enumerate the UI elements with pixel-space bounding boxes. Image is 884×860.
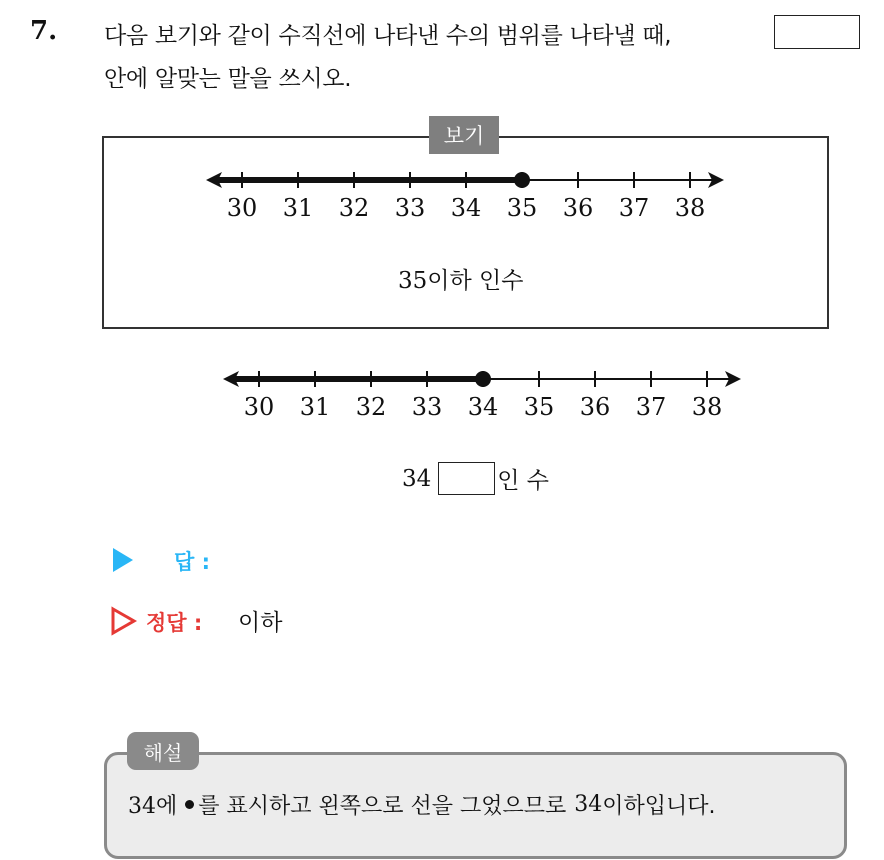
example-tag: 보기 [429, 116, 499, 154]
problem-blank-box [438, 462, 495, 495]
problem-tick-label-30: 30 [243, 393, 275, 421]
correct-answer-arrow-icon [110, 606, 138, 636]
explanation-post: 이하입니다. [602, 794, 716, 819]
example-tick-label-36: 36 [562, 194, 594, 222]
explanation-pre: 34에 [128, 794, 178, 819]
correct-answer-label: 정답 : [146, 611, 203, 635]
example-caption-text: 이하 인수 [427, 268, 524, 294]
question-text-line1: 다음 보기와 같이 수직선에 나타낸 수의 범위를 나타낼 때, [104, 23, 672, 49]
problem-tick-label-31: 31 [299, 393, 331, 421]
example-tick-label-33: 33 [394, 194, 426, 222]
example-caption [398, 262, 523, 295]
example-tick-label-37: 37 [618, 194, 650, 222]
problem-number-line [0, 340, 884, 440]
problem-point-dot [475, 371, 491, 387]
correct-answer-value: 이하 [238, 610, 283, 636]
explanation-text [128, 789, 716, 820]
example-number-line [0, 0, 884, 240]
explanation-mid: 를 표시하고 왼쪽으로 선을 그었으므로 [198, 794, 567, 819]
example-tick-label-30: 30 [226, 194, 258, 222]
example-tick-label-32: 32 [338, 194, 370, 222]
example-tick-label-38: 38 [674, 194, 706, 222]
question-text-line2: 안에 알맞는 말을 쓰시오. [104, 66, 352, 92]
problem-tick-label-34: 34 [467, 393, 499, 421]
problem-tick-label-33: 33 [411, 393, 443, 421]
explanation-number: 34 [574, 792, 603, 817]
filled-dot-icon [185, 800, 194, 809]
explanation-tag: 해설 [127, 732, 199, 770]
problem-tick-label-37: 37 [635, 393, 667, 421]
example-caption-number: 35 [398, 268, 428, 294]
example-tick-label-34: 34 [450, 194, 482, 222]
problem-caption-number: 34 [402, 465, 432, 492]
problem-tick-label-35: 35 [523, 393, 555, 421]
problem-caption [402, 462, 549, 495]
answer-label: 답 : [174, 550, 210, 574]
problem-tick-label-38: 38 [691, 393, 723, 421]
example-tick-label-31: 31 [282, 194, 314, 222]
problem-caption-suffix: 인 수 [497, 468, 550, 494]
problem-tick-label-36: 36 [579, 393, 611, 421]
question-number: 7. [30, 16, 58, 46]
answer-arrow-icon [111, 546, 135, 574]
problem-tick-label-32: 32 [355, 393, 387, 421]
example-tick-label-35: 35 [506, 194, 538, 222]
example-point-dot [514, 172, 530, 188]
